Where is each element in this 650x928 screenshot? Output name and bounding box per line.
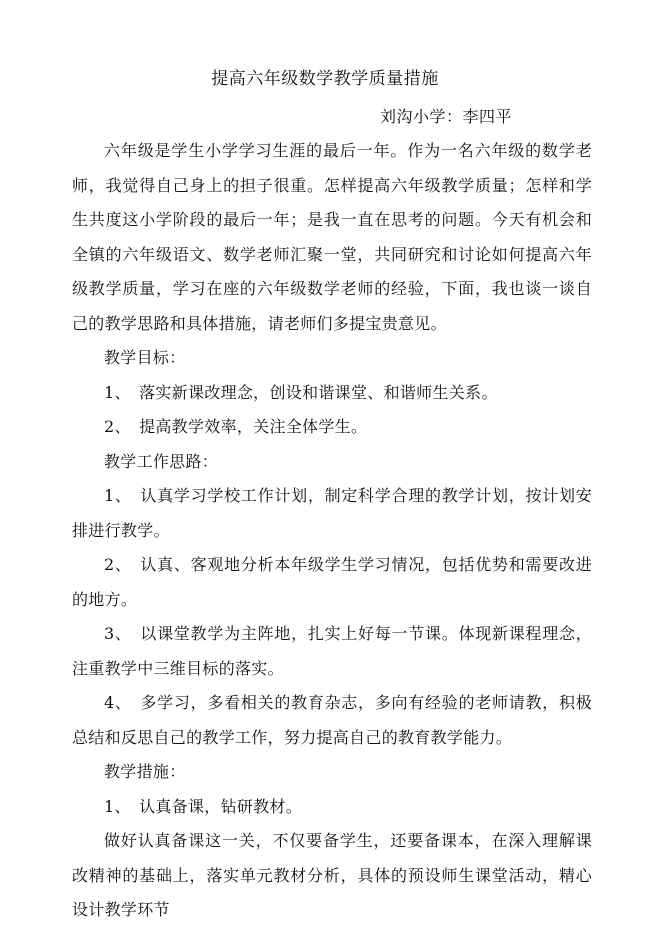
approach-item-3: 3、 以课堂教学为主阵地，扎实上好每一节课。体现新课程理念，注重教学中三维目标的落实。: [72, 624, 592, 678]
section-heading-goals: 教学目标：: [104, 348, 186, 367]
approach-item-2: 2、 认真、客观地分析本年级学生学习情况，包括优势和需要改进的地方。: [72, 555, 592, 609]
section-heading-approach: 教学工作思路：: [104, 451, 219, 471]
author-line: 刘沟小学：李四平: [380, 107, 513, 126]
approach-item-4: 4、 多学习，多看相关的教育杂志，多向有经验的老师请教，积极总结和反思自己的教学工作，努力提高自己的教育教学能力。: [72, 693, 592, 747]
document-title: 提高六年级数学教学质量措施: [211, 69, 439, 89]
document-body: [72, 134, 592, 928]
measure-paragraph: 做好认真备课这一关，不仅要备学生，还要备课本，在深入理解课改精神的基础上，落实单元教材分析，具体的预设师生课堂活动，精心设计教学环节: [72, 831, 592, 919]
section-heading-measures: 教学措施：: [104, 762, 186, 781]
goal-item-1: 1、 落实新课改理念，创设和谐课堂、和谐师生关系。: [104, 382, 498, 402]
goal-item-2: 2、 提高教学效率，关注全体学生。: [104, 417, 368, 436]
measure-item-1: 1、 认真备课，钻研教材。: [104, 796, 303, 816]
approach-item-1: 1、 认真学习学校工作计划，制定科学合理的教学计划，按计划安排进行教学。: [72, 486, 592, 540]
intro-paragraph: 六年级是学生小学学习生涯的最后一年。作为一名六年级的数学老师，我觉得自己身上的担子很重。怎样提高六年级教学质量；怎样和学生共度这小学阶段的最后一年；是我一直在思考的问题。今天有机会和全镇的六年级语文、数学老师汇聚一堂，共同研究和讨论如何提高六年级教学质量，学习在座的六年级数学老师的经验，下面，我也谈一谈自己的教学思路和具体措施，请老师们多提宝贵意见。: [72, 141, 592, 333]
